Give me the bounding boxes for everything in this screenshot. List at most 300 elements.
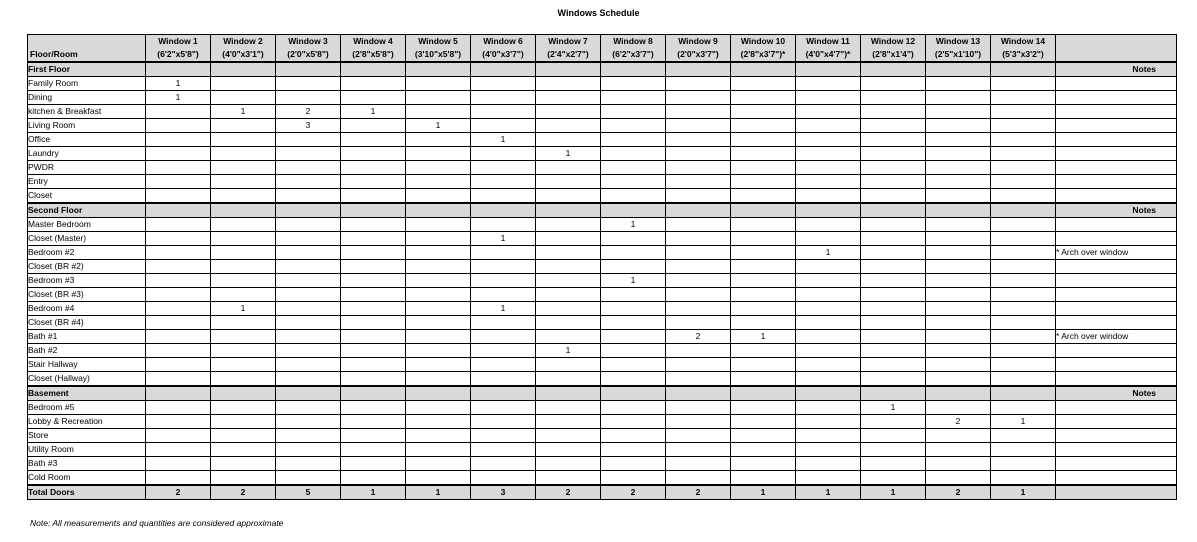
quantity-cell bbox=[601, 161, 666, 175]
quantity-cell bbox=[211, 401, 276, 415]
quantity-cell: 2 bbox=[926, 415, 991, 429]
room-name: Closet (Hallway) bbox=[28, 372, 146, 387]
quantity-cell: 1 bbox=[211, 105, 276, 119]
quantity-cell bbox=[536, 218, 601, 232]
totals-label: Total Doors bbox=[28, 485, 146, 500]
column-header-window-3 bbox=[276, 35, 341, 63]
quantity-cell bbox=[406, 457, 471, 471]
section-row bbox=[28, 62, 1177, 77]
quantity-cell bbox=[601, 260, 666, 274]
quantity-cell bbox=[926, 274, 991, 288]
window-name: Window 4 bbox=[353, 36, 393, 46]
quantity-cell bbox=[926, 218, 991, 232]
quantity-cell bbox=[731, 358, 796, 372]
quantity-cell bbox=[666, 246, 731, 260]
quantity-cell bbox=[341, 471, 406, 486]
quantity-cell bbox=[471, 457, 536, 471]
column-header-window-9 bbox=[666, 35, 731, 63]
window-name: Window 2 bbox=[223, 36, 263, 46]
quantity-cell bbox=[211, 429, 276, 443]
quantity-cell bbox=[276, 372, 341, 387]
quantity-cell bbox=[471, 429, 536, 443]
quantity-cell bbox=[991, 429, 1056, 443]
quantity-cell bbox=[861, 105, 926, 119]
quantity-cell bbox=[666, 232, 731, 246]
quantity-cell bbox=[796, 415, 861, 429]
quantity-cell bbox=[666, 344, 731, 358]
quantity-cell bbox=[926, 189, 991, 204]
section-cell bbox=[341, 203, 406, 218]
quantity-cell bbox=[406, 260, 471, 274]
quantity-cell bbox=[601, 189, 666, 204]
quantity-cell bbox=[666, 316, 731, 330]
quantity-cell bbox=[211, 471, 276, 486]
quantity-cell bbox=[731, 260, 796, 274]
quantity-cell bbox=[666, 189, 731, 204]
quantity-cell bbox=[211, 330, 276, 344]
quantity-cell bbox=[861, 91, 926, 105]
quantity-cell bbox=[796, 175, 861, 189]
note-cell bbox=[1056, 147, 1177, 161]
table-row bbox=[28, 429, 1177, 443]
column-header-window-12 bbox=[861, 35, 926, 63]
section-cell bbox=[666, 386, 731, 401]
quantity-cell bbox=[666, 133, 731, 147]
quantity-cell bbox=[796, 471, 861, 486]
quantity-cell bbox=[341, 189, 406, 204]
quantity-cell bbox=[926, 429, 991, 443]
window-name: Window 7 bbox=[548, 36, 588, 46]
total-cell: 5 bbox=[276, 485, 341, 500]
quantity-cell bbox=[146, 119, 211, 133]
quantity-cell bbox=[601, 471, 666, 486]
quantity-cell bbox=[926, 133, 991, 147]
quantity-cell bbox=[991, 372, 1056, 387]
quantity-cell bbox=[276, 330, 341, 344]
quantity-cell bbox=[796, 260, 861, 274]
quantity-cell bbox=[341, 302, 406, 316]
note-cell bbox=[1056, 443, 1177, 457]
quantity-cell bbox=[601, 133, 666, 147]
quantity-cell bbox=[731, 91, 796, 105]
quantity-cell bbox=[796, 105, 861, 119]
section-row bbox=[28, 203, 1177, 218]
room-name: Closet (Master) bbox=[28, 232, 146, 246]
windows-schedule-table bbox=[27, 34, 1177, 500]
quantity-cell: 1 bbox=[471, 133, 536, 147]
quantity-cell bbox=[471, 344, 536, 358]
quantity-cell bbox=[991, 189, 1056, 204]
quantity-cell bbox=[211, 457, 276, 471]
quantity-cell bbox=[406, 288, 471, 302]
notes-label: Notes bbox=[1056, 386, 1177, 401]
quantity-cell bbox=[276, 457, 341, 471]
room-name: Closet (BR #3) bbox=[28, 288, 146, 302]
column-header-window-4 bbox=[341, 35, 406, 63]
quantity-cell bbox=[146, 344, 211, 358]
quantity-cell bbox=[991, 246, 1056, 260]
column-header-window-7 bbox=[536, 35, 601, 63]
quantity-cell bbox=[211, 358, 276, 372]
quantity-cell: 1 bbox=[471, 232, 536, 246]
quantity-cell bbox=[341, 77, 406, 91]
quantity-cell bbox=[601, 91, 666, 105]
note-cell bbox=[1056, 218, 1177, 232]
quantity-cell bbox=[536, 372, 601, 387]
quantity-cell: 1 bbox=[601, 218, 666, 232]
quantity-cell bbox=[666, 105, 731, 119]
quantity-cell bbox=[211, 161, 276, 175]
column-header-window-11 bbox=[796, 35, 861, 63]
column-header-window-1 bbox=[146, 35, 211, 63]
table-row bbox=[28, 133, 1177, 147]
quantity-cell bbox=[601, 119, 666, 133]
quantity-cell bbox=[991, 358, 1056, 372]
quantity-cell bbox=[796, 232, 861, 246]
quantity-cell bbox=[991, 119, 1056, 133]
quantity-cell bbox=[146, 330, 211, 344]
quantity-cell bbox=[471, 105, 536, 119]
quantity-cell bbox=[991, 457, 1056, 471]
section-cell bbox=[471, 62, 536, 77]
table-row bbox=[28, 175, 1177, 189]
section-cell bbox=[276, 62, 341, 77]
quantity-cell bbox=[796, 443, 861, 457]
quantity-cell: 1 bbox=[536, 344, 601, 358]
quantity-cell bbox=[536, 471, 601, 486]
quantity-cell bbox=[861, 316, 926, 330]
quantity-cell bbox=[731, 246, 796, 260]
quantity-cell bbox=[926, 443, 991, 457]
quantity-cell bbox=[211, 119, 276, 133]
room-name: Cold Room bbox=[28, 471, 146, 486]
window-size: (3'10"x5'8") bbox=[414, 49, 462, 59]
quantity-cell bbox=[276, 288, 341, 302]
quantity-cell bbox=[991, 288, 1056, 302]
note-cell bbox=[1056, 358, 1177, 372]
section-cell bbox=[146, 203, 211, 218]
quantity-cell bbox=[991, 260, 1056, 274]
total-cell: 2 bbox=[601, 485, 666, 500]
quantity-cell: 2 bbox=[276, 105, 341, 119]
quantity-cell bbox=[406, 274, 471, 288]
quantity-cell bbox=[731, 119, 796, 133]
quantity-cell bbox=[991, 316, 1056, 330]
quantity-cell bbox=[796, 288, 861, 302]
quantity-cell bbox=[926, 175, 991, 189]
section-cell bbox=[796, 62, 861, 77]
quantity-cell bbox=[731, 105, 796, 119]
section-cell bbox=[211, 386, 276, 401]
quantity-cell bbox=[211, 288, 276, 302]
quantity-cell bbox=[666, 401, 731, 415]
quantity-cell bbox=[406, 401, 471, 415]
quantity-cell bbox=[861, 344, 926, 358]
quantity-cell bbox=[276, 274, 341, 288]
quantity-cell bbox=[601, 232, 666, 246]
quantity-cell bbox=[146, 358, 211, 372]
quantity-cell bbox=[471, 189, 536, 204]
section-title: Basement bbox=[28, 386, 146, 401]
quantity-cell bbox=[341, 429, 406, 443]
room-name: Master Bedroom bbox=[28, 218, 146, 232]
quantity-cell bbox=[926, 288, 991, 302]
quantity-cell bbox=[341, 344, 406, 358]
quantity-cell bbox=[666, 91, 731, 105]
quantity-cell bbox=[536, 91, 601, 105]
section-cell bbox=[536, 62, 601, 77]
quantity-cell bbox=[406, 105, 471, 119]
quantity-cell bbox=[926, 77, 991, 91]
quantity-cell bbox=[536, 175, 601, 189]
quantity-cell bbox=[991, 471, 1056, 486]
total-cell: 1 bbox=[341, 485, 406, 500]
quantity-cell bbox=[536, 415, 601, 429]
quantity-cell bbox=[991, 133, 1056, 147]
note-cell bbox=[1056, 91, 1177, 105]
section-cell bbox=[991, 62, 1056, 77]
quantity-cell bbox=[146, 415, 211, 429]
quantity-cell bbox=[471, 175, 536, 189]
quantity-cell bbox=[146, 246, 211, 260]
quantity-cell bbox=[536, 246, 601, 260]
quantity-cell bbox=[861, 133, 926, 147]
quantity-cell: 1 bbox=[211, 302, 276, 316]
room-name: Bath #3 bbox=[28, 457, 146, 471]
column-header-window-2 bbox=[211, 35, 276, 63]
section-cell bbox=[211, 203, 276, 218]
quantity-cell bbox=[731, 133, 796, 147]
quantity-cell bbox=[861, 260, 926, 274]
header-row bbox=[28, 35, 1177, 63]
room-name: Bedroom #2 bbox=[28, 246, 146, 260]
quantity-cell bbox=[341, 161, 406, 175]
section-cell bbox=[601, 203, 666, 218]
quantity-cell bbox=[926, 246, 991, 260]
quantity-cell bbox=[796, 429, 861, 443]
quantity-cell bbox=[341, 175, 406, 189]
quantity-cell: 1 bbox=[341, 105, 406, 119]
table-row bbox=[28, 218, 1177, 232]
quantity-cell bbox=[731, 443, 796, 457]
quantity-cell bbox=[796, 147, 861, 161]
quantity-cell bbox=[731, 274, 796, 288]
table-row bbox=[28, 147, 1177, 161]
quantity-cell bbox=[276, 302, 341, 316]
section-cell bbox=[601, 386, 666, 401]
quantity-cell bbox=[796, 77, 861, 91]
quantity-cell bbox=[146, 133, 211, 147]
quantity-cell bbox=[341, 133, 406, 147]
quantity-cell bbox=[991, 443, 1056, 457]
quantity-cell bbox=[731, 161, 796, 175]
note-cell bbox=[1056, 77, 1177, 91]
notes-label: Notes bbox=[1056, 62, 1177, 77]
quantity-cell bbox=[601, 77, 666, 91]
section-cell bbox=[146, 62, 211, 77]
quantity-cell bbox=[146, 147, 211, 161]
quantity-cell bbox=[861, 457, 926, 471]
notes-label: Notes bbox=[1056, 203, 1177, 218]
quantity-cell bbox=[731, 77, 796, 91]
quantity-cell bbox=[601, 457, 666, 471]
section-cell bbox=[666, 62, 731, 77]
quantity-cell bbox=[926, 119, 991, 133]
quantity-cell bbox=[796, 302, 861, 316]
quantity-cell: 1 bbox=[796, 246, 861, 260]
quantity-cell bbox=[926, 161, 991, 175]
room-name: Dining bbox=[28, 91, 146, 105]
table-row bbox=[28, 330, 1177, 344]
quantity-cell bbox=[146, 401, 211, 415]
quantity-cell bbox=[471, 246, 536, 260]
note-cell bbox=[1056, 119, 1177, 133]
room-name: Closet (BR #4) bbox=[28, 316, 146, 330]
quantity-cell bbox=[601, 401, 666, 415]
total-cell: 2 bbox=[211, 485, 276, 500]
window-name: Window 3 bbox=[288, 36, 328, 46]
quantity-cell bbox=[861, 232, 926, 246]
quantity-cell bbox=[731, 401, 796, 415]
table-row bbox=[28, 401, 1177, 415]
quantity-cell bbox=[926, 401, 991, 415]
section-cell bbox=[341, 386, 406, 401]
quantity-cell bbox=[861, 358, 926, 372]
quantity-cell bbox=[601, 105, 666, 119]
window-size: (4'0"x4'7")* bbox=[805, 49, 851, 59]
quantity-cell bbox=[341, 260, 406, 274]
quantity-cell bbox=[146, 316, 211, 330]
quantity-cell bbox=[406, 218, 471, 232]
quantity-cell bbox=[341, 218, 406, 232]
quantity-cell bbox=[926, 147, 991, 161]
quantity-cell bbox=[211, 443, 276, 457]
quantity-cell bbox=[211, 232, 276, 246]
note-cell bbox=[1056, 133, 1177, 147]
quantity-cell bbox=[861, 330, 926, 344]
table-row bbox=[28, 91, 1177, 105]
quantity-cell bbox=[471, 401, 536, 415]
table-row bbox=[28, 344, 1177, 358]
quantity-cell bbox=[536, 260, 601, 274]
quantity-cell bbox=[471, 358, 536, 372]
room-name: Stair Hallway bbox=[28, 358, 146, 372]
quantity-cell bbox=[796, 274, 861, 288]
quantity-cell bbox=[731, 429, 796, 443]
quantity-cell bbox=[601, 316, 666, 330]
quantity-cell bbox=[666, 175, 731, 189]
quantity-cell bbox=[926, 260, 991, 274]
quantity-cell bbox=[471, 316, 536, 330]
quantity-cell bbox=[211, 77, 276, 91]
window-size: (4'0"x3'7") bbox=[482, 49, 524, 59]
quantity-cell bbox=[146, 288, 211, 302]
table-row bbox=[28, 77, 1177, 91]
quantity-cell bbox=[471, 91, 536, 105]
quantity-cell bbox=[471, 218, 536, 232]
quantity-cell bbox=[926, 358, 991, 372]
quantity-cell bbox=[406, 429, 471, 443]
quantity-cell bbox=[276, 175, 341, 189]
quantity-cell bbox=[861, 429, 926, 443]
totals-row bbox=[28, 485, 1177, 500]
quantity-cell: 1 bbox=[731, 330, 796, 344]
quantity-cell: 1 bbox=[861, 401, 926, 415]
quantity-cell bbox=[211, 147, 276, 161]
total-cell: 1 bbox=[991, 485, 1056, 500]
quantity-cell bbox=[536, 457, 601, 471]
quantity-cell bbox=[536, 189, 601, 204]
quantity-cell bbox=[926, 105, 991, 119]
quantity-cell bbox=[146, 161, 211, 175]
quantity-cell bbox=[276, 246, 341, 260]
quantity-cell bbox=[341, 91, 406, 105]
section-cell bbox=[471, 203, 536, 218]
quantity-cell bbox=[601, 302, 666, 316]
quantity-cell bbox=[861, 246, 926, 260]
quantity-cell bbox=[796, 401, 861, 415]
quantity-cell bbox=[991, 161, 1056, 175]
totals-note-cell bbox=[1056, 485, 1177, 500]
section-cell bbox=[276, 203, 341, 218]
quantity-cell bbox=[146, 443, 211, 457]
quantity-cell bbox=[536, 105, 601, 119]
room-name: PWDR bbox=[28, 161, 146, 175]
quantity-cell bbox=[471, 260, 536, 274]
quantity-cell bbox=[146, 372, 211, 387]
column-header-floor-room: Floor/Room bbox=[28, 35, 146, 63]
total-cell: 1 bbox=[731, 485, 796, 500]
quantity-cell bbox=[211, 316, 276, 330]
quantity-cell bbox=[861, 443, 926, 457]
quantity-cell bbox=[276, 161, 341, 175]
quantity-cell bbox=[406, 189, 471, 204]
section-cell bbox=[211, 62, 276, 77]
quantity-cell bbox=[796, 457, 861, 471]
quantity-cell bbox=[471, 372, 536, 387]
note-cell bbox=[1056, 105, 1177, 119]
column-header-window-6 bbox=[471, 35, 536, 63]
room-name: Entry bbox=[28, 175, 146, 189]
room-name: Bedroom #3 bbox=[28, 274, 146, 288]
quantity-cell bbox=[276, 401, 341, 415]
table-row bbox=[28, 246, 1177, 260]
quantity-cell bbox=[276, 344, 341, 358]
quantity-cell bbox=[146, 218, 211, 232]
quantity-cell bbox=[406, 372, 471, 387]
quantity-cell bbox=[926, 344, 991, 358]
quantity-cell bbox=[536, 274, 601, 288]
quantity-cell bbox=[991, 302, 1056, 316]
section-title: First Floor bbox=[28, 62, 146, 77]
quantity-cell bbox=[211, 91, 276, 105]
quantity-cell bbox=[796, 218, 861, 232]
quantity-cell bbox=[666, 288, 731, 302]
window-size: (6'2"x3'7") bbox=[612, 49, 654, 59]
quantity-cell bbox=[276, 232, 341, 246]
quantity-cell bbox=[406, 316, 471, 330]
quantity-cell bbox=[211, 246, 276, 260]
quantity-cell bbox=[406, 161, 471, 175]
note-cell bbox=[1056, 288, 1177, 302]
quantity-cell bbox=[731, 316, 796, 330]
quantity-cell bbox=[406, 133, 471, 147]
quantity-cell bbox=[861, 189, 926, 204]
quantity-cell bbox=[471, 119, 536, 133]
window-name: Window 1 bbox=[158, 36, 198, 46]
table-row bbox=[28, 358, 1177, 372]
table-row bbox=[28, 189, 1177, 204]
